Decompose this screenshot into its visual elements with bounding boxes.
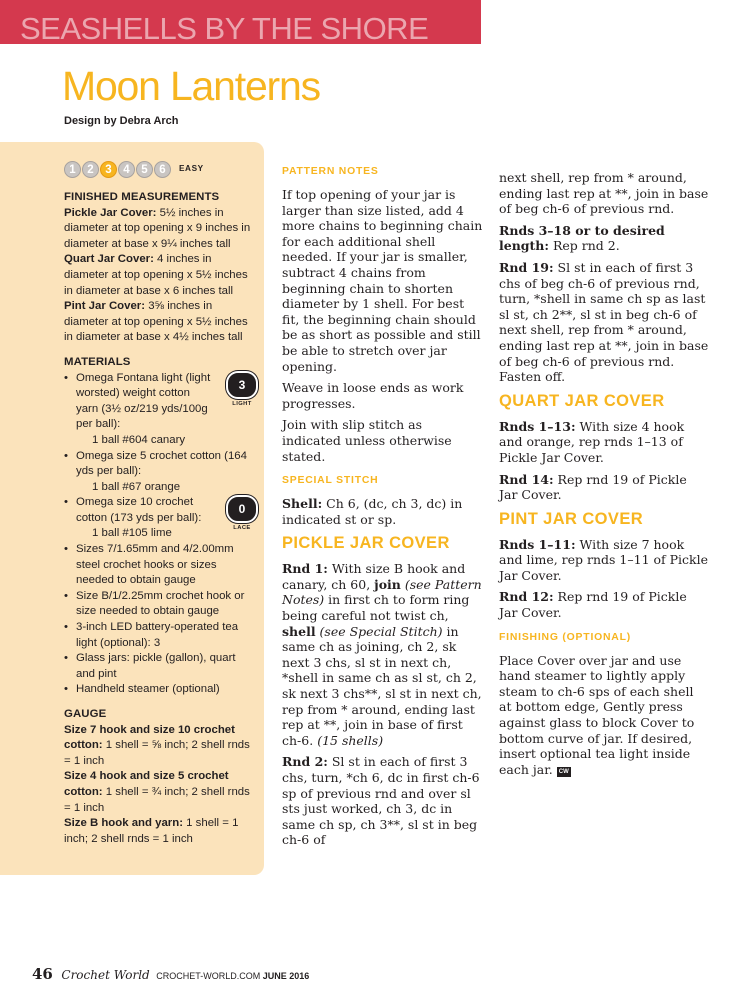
special-stitch: Shell: Ch 6, (dc, ch 3, dc) in indicated st or sp. bbox=[282, 496, 463, 527]
pint-measure: Pint Jar Cover: 3⅝ inches in diameter at top opening x 5½ inches in diameter at base x 4½ inches tall bbox=[64, 300, 248, 344]
gauge-heading: GAUGE bbox=[64, 708, 107, 720]
round-instruction: Rnds 1–11: With size 7 hook and lime, rep rnds 1–11 of Pickle Jar Cover. bbox=[499, 536, 709, 583]
skill-dot-active: 3 bbox=[100, 161, 117, 178]
yarn-weight-icon: 3 LIGHT bbox=[224, 371, 260, 408]
material-item: • Handheld steamer (optional) bbox=[64, 682, 252, 698]
materials-heading: MATERIALS bbox=[64, 355, 131, 368]
gauge-line: Size 7 hook and size 10 crochet cotton: 1 shell = ⅝ inch; 2 shell rnds = 1 inch bbox=[64, 723, 250, 767]
skill-dot: 2 bbox=[82, 161, 99, 178]
designer-byline: Design by Debra Arch bbox=[64, 115, 179, 127]
pint-heading: PINT JAR COVER bbox=[499, 509, 644, 528]
materials bbox=[64, 355, 252, 698]
round-instruction: Rnds 3–18 or to desired length: Rep rnd 2. bbox=[499, 222, 665, 254]
material-item: • 3-inch LED battery-operated tea light (optional): 3 bbox=[64, 620, 252, 651]
skill-dot: 1 bbox=[64, 161, 81, 178]
pickle-measure: Pickle Jar Cover: 5½ inches in diameter at top opening x 9 inches in diameter at base x 9¼ inches tall bbox=[64, 206, 251, 250]
pattern-note: Join with slip stitch as indicated unless otherwise stated. bbox=[282, 417, 452, 464]
gauge-line: Size B hook and yarn: 1 shell = 1 inch; 2 shell rnds = 1 inch bbox=[64, 817, 239, 845]
section-banner bbox=[0, 0, 481, 44]
yarn-weight-icon: 0 LACE bbox=[224, 495, 260, 532]
finished-heading: FINISHED MEASUREMENTS bbox=[64, 191, 220, 203]
sidebar-content bbox=[64, 160, 252, 856]
material-item: • Omega Fontana light (light worsted) weight cotton yarn (3½ oz/219 yds/100g per ball): 3 LIGHT bbox=[64, 371, 252, 433]
material-sub: 1 ball #67 orange bbox=[92, 480, 181, 493]
pattern-title: Moon Lanterns bbox=[62, 63, 320, 109]
round-instruction: Rnd 2: Sl st in each of first 3 chs, turn, *ch 6, dc in first ch-6 sp of previous rnd and over sl sts just worked, ch 3, dc in same ch sp, ch 3**, sl st in beg ch-6 of bbox=[282, 754, 480, 848]
pattern-note: Weave in loose ends as work progresses. bbox=[282, 380, 464, 411]
finishing-heading: FINISHING (OPTIONAL) bbox=[499, 631, 632, 643]
gauge bbox=[64, 707, 252, 847]
quart-heading: QUART JAR COVER bbox=[499, 391, 665, 410]
column-instructions-2 bbox=[499, 170, 709, 783]
material-item: • Size B/1/2.25mm crochet hook or size needed to obtain gauge bbox=[64, 589, 252, 620]
material-sub: 1 ball #604 canary bbox=[92, 433, 186, 446]
pattern-notes-heading: PATTERN NOTES bbox=[282, 166, 379, 177]
skill-dot: 4 bbox=[118, 161, 135, 178]
material-item: • Omega size 5 crochet cotton (164 yds per ball): bbox=[64, 449, 252, 480]
round-instruction: Rnd 1: With size B hook and canary, ch 60, join (see Pattern Notes) in first ch to form ring being careful not twist ch, shell (see Special Stitch) in same ch as joining, ch 2, sk next 3 chs, sl st in next ch, *shell in same ch as sl st, ch 2, sk next 3 chs**, sl st in next ch, rep from * around, ending last rep at **, join in base of first ch-6. (15 shells) bbox=[282, 561, 482, 748]
finishing-text: Place Cover over jar and use hand steamer to lightly apply steam to ch-6 sps of each shell at bottom edge, Gently press against glass to block Cover to bottom curve of jar. If desired, insert optional tea light inside each jar. CW bbox=[499, 652, 695, 777]
pattern-note: If top opening of your jar is larger than size listed, add 4 more chains to beginning chain for each additional shell needed. If your jar is smaller, subtract 4 chains from beginning chain to shorten diameter by 1 shell. For best fit, the beginning chain should be as short as possible and still be able to stretch over jar opening. bbox=[282, 187, 483, 374]
column-instructions-1 bbox=[282, 165, 484, 854]
round-instruction: Rnd 19: Sl st in each of first 3 chs of beg ch-6 of previous rnd, turn, *shell in same ch sp as last sl st, ch 2**, sl st in beg ch-6 of next shell, rep from * around, ending last rep at **, join in base of beg ch-6 of previous rnd. Fasten off. bbox=[499, 259, 709, 385]
round-instruction: Rnd 12: Rep rnd 19 of Pickle Jar Cover. bbox=[499, 589, 687, 621]
end-mark-icon: CW bbox=[558, 768, 569, 775]
material-item: • Glass jars: pickle (gallon), quart and pint bbox=[64, 651, 252, 682]
gauge-line: Size 4 hook and size 5 crochet cotton: 1 shell = ¾ inch; 2 shell rnds = 1 inch bbox=[64, 770, 250, 814]
material-sub: 1 ball #105 lime bbox=[92, 527, 172, 540]
skill-dot: 5 bbox=[136, 161, 153, 178]
round-instruction: Rnds 1–13: With size 4 hook and orange, rep rnds 1–13 of Pickle Jar Cover. bbox=[499, 418, 685, 465]
material-item: • Omega size 10 crochet cotton (173 yds per ball): 0 LACE bbox=[64, 495, 252, 526]
skill-dot: 6 bbox=[154, 161, 171, 178]
round-instruction: Rnd 14: Rep rnd 19 of Pickle Jar Cover. bbox=[499, 471, 687, 503]
magazine-name: Crochet World bbox=[61, 968, 150, 982]
quart-measure: Quart Jar Cover: 4 inches in diameter at top opening x 5½ inches in diameter at base x 6 inches tall bbox=[64, 253, 248, 297]
section-title: SEASHELLS BY THE SHORE bbox=[20, 11, 429, 46]
issue-date: JUNE 2016 bbox=[262, 971, 310, 981]
special-stitch-heading: SPECIAL STITCH bbox=[282, 475, 379, 487]
skill-level bbox=[64, 160, 252, 178]
pickle-heading: PICKLE JAR COVER bbox=[282, 534, 450, 553]
skill-label: EASY bbox=[179, 164, 204, 174]
round-instruction: next shell, rep from * around, ending last rep at **, join in base of beg ch-6 of previous rnd. bbox=[499, 170, 709, 217]
page-number: 46 bbox=[32, 965, 53, 983]
page-footer bbox=[32, 965, 309, 983]
material-item: • Sizes 7/1.65mm and 4/2.00mm steel crochet hooks or sizes needed to obtain gauge bbox=[64, 542, 252, 589]
website: CROCHET-WORLD.COM bbox=[156, 971, 261, 981]
finished-measurements bbox=[64, 190, 252, 346]
